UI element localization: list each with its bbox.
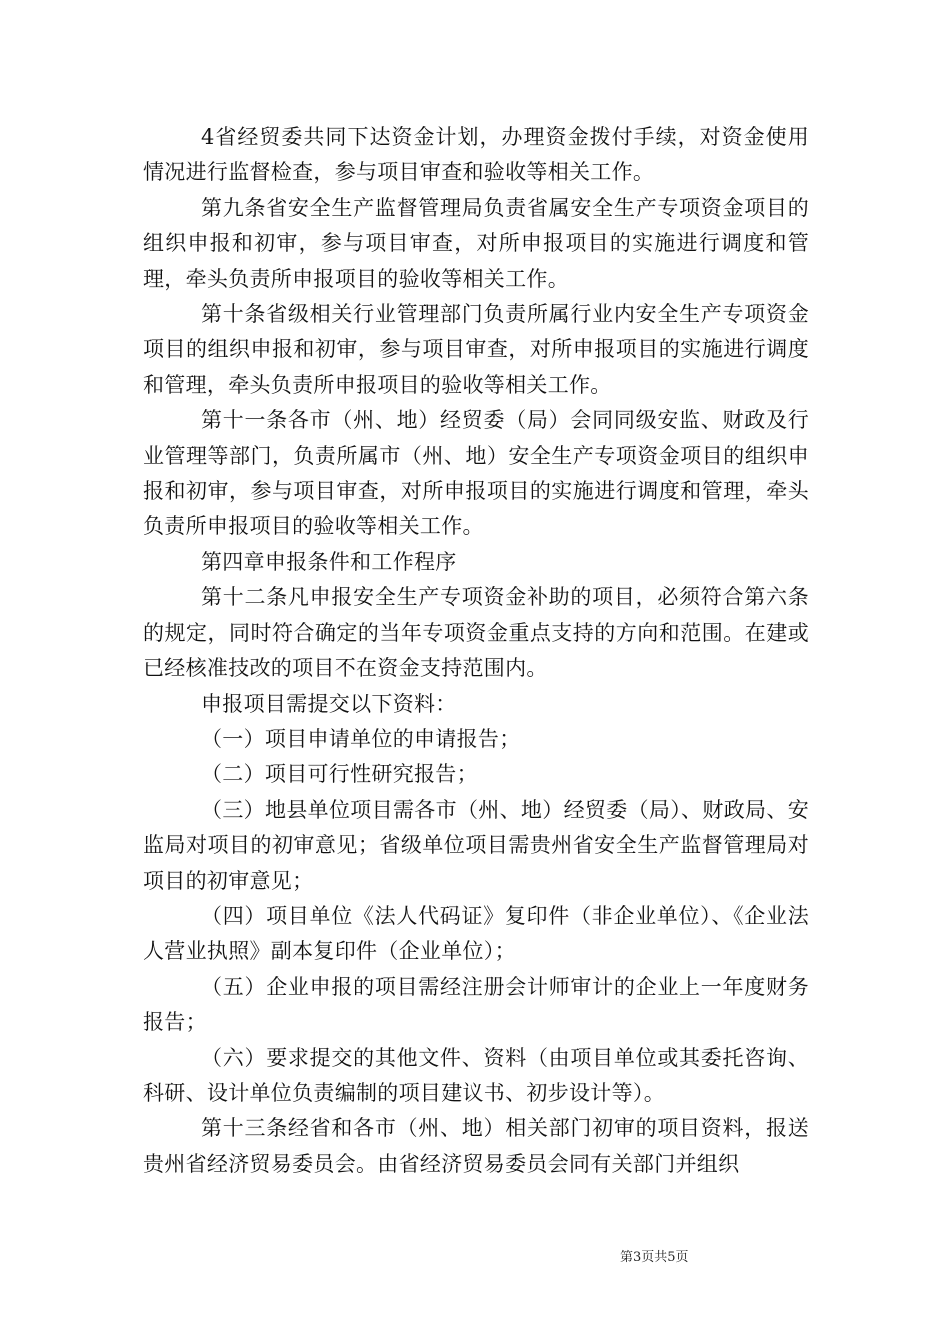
page-number-footer: 第3页共5页 (620, 1250, 689, 1265)
paragraph-3: 第十条省级相关行业管理部门负责所属行业内安全生产专项资金项目的组织申报和初审，参与项目审查，对所申报项目的实施进行调度和管理，牵头负责所申报项目的验收等相关工作。 (143, 302, 809, 397)
paragraph-6: 申报项目需提交以下资料： (201, 691, 457, 716)
list-item-5: （五）企业申报的项目需经注册会计师审计的企业上一年度财务报告； (143, 974, 809, 1035)
chapter-heading: 第四章申报条件和工作程序 (201, 549, 457, 574)
paragraph-5: 第十二条凡申报安全生产专项资金补助的项目，必须符合第六条的规定，同时符合确定的当年专项资金重点支持的方向和范围。在建或已经核准技改的项目不在资金支持范围内。 (143, 585, 809, 681)
list-item-1: （一）项目申请单位的申请报告； (201, 726, 521, 751)
paragraph-7: 第十三条经省和各市（州、地）相关部门初审的项目资料，报送贵州省经济贸易委员会。由省经济贸易委员会同有关部门并组织 (143, 1116, 809, 1176)
list-item-4: （四）项目单位《法人代码证》复印件（非企业单位）、《企业法人营业执照》副本复印件（企业单位）； (143, 903, 809, 964)
list-item-2: （二）项目可行性研究报告； (201, 762, 478, 787)
list-item-6: （六）要求提交的其他文件、资料（由项目单位或其委托咨询、科研、设计单位负责编制的项目建议书、初步设计等）。 (143, 1045, 809, 1105)
paragraph-4: 第十一条各市（州、地）经贸委（局）会同同级安监、财政及行业管理等部门，负责所属市（州、地）安全生产专项资金项目的组织申报和初审，参与项目审查，对所申报项目的实施进行调度和管理，牵头负责所申报项目的验收等相关工作。 (143, 408, 809, 539)
document-body (143, 120, 809, 1182)
list-item-3: （三）地县单位项目需各市（州、地）经贸委（局）、财政局、安监局对项目的初审意见；省级单位项目需贵州省安全生产监督管理局对项目的初审意见； (143, 797, 809, 893)
paragraph-1: 4省经贸委共同下达资金计划，办理资金拨付手续，对资金使用情况进行监督检查，参与项目审查和验收等相关工作。 (143, 125, 809, 185)
paragraph-2: 第九条省安全生产监督管理局负责省属安全生产专项资金项目的组织申报和初审，参与项目审查，对所申报项目的实施进行调度和管理，牵头负责所申报项目的验收等相关工作。 (143, 195, 809, 291)
